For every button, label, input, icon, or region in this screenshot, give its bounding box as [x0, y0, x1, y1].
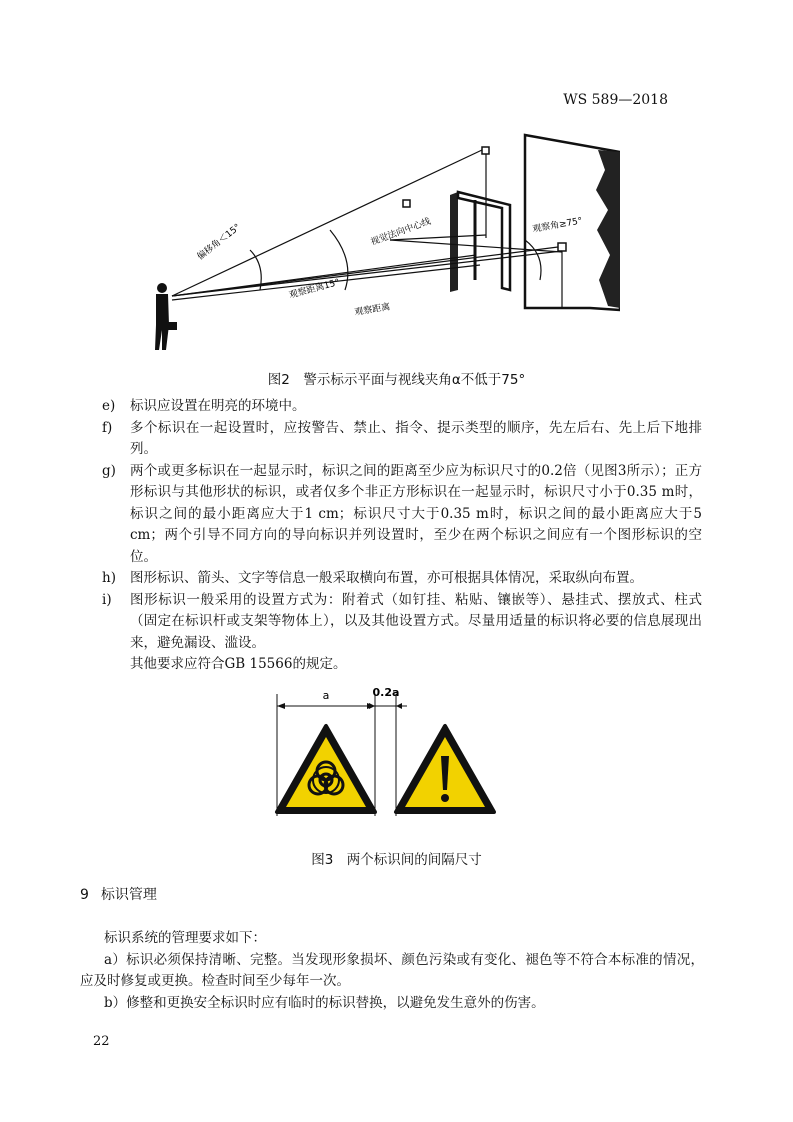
figure3-diagram	[260, 676, 500, 826]
figure3-caption: 图3 两个标识间的间隔尺寸	[311, 852, 482, 868]
door-frame-left	[450, 192, 458, 292]
observer-figure	[155, 283, 177, 350]
figure2-diagram	[150, 130, 620, 355]
list-item: e) 标识应设置在明亮的环境中。	[102, 398, 306, 414]
standard-id: WS 589—2018	[563, 92, 668, 108]
angle-arc-right	[525, 240, 541, 280]
sign-top	[482, 147, 489, 154]
wall-shading	[596, 150, 620, 308]
warning-sign-icon	[396, 726, 494, 812]
door-frame	[458, 192, 510, 290]
requirements-list	[102, 396, 702, 676]
label-view-angle: 观察角≥75°	[531, 216, 584, 235]
list-item: g) 两个或更多标识在一起显示时，标识之间的距离至少应为标识尺寸的0.2倍（见图3所示）；正方形标识与其他形状的标识，或者仅多个非正方形标识在一起显示时，标识尺寸小于0.35 m时，标识之间的最小距离应大于1 cm；标识尺寸大于0.35 m时，标识之间的最小距离应大于5 cm；两个引导不同方向的导向标识并列设置时，至少在两个标识之间应有一个图形标识的空位。	[102, 462, 702, 565]
biohazard-sign-icon	[277, 726, 375, 812]
label-gap: 0.2a	[372, 686, 400, 699]
section-heading: 9 标识管理	[80, 887, 157, 903]
label-offset-angle: 偏移角＜15°	[195, 222, 243, 263]
section-item-a: a）标识必须保持清晰、完整。当发现形象损坏、颜色污染或有变化、褪色等不符合本标准的情况，应及时修复或更换。检查时间至少每年一次。	[80, 952, 704, 989]
list-item: i) 图形标识一般采用的设置方式为：附着式（如钉挂、粘贴、镶嵌等）、悬挂式、摆放式、柱式（固定在标识杆或支架等物体上），以及其他设置方式。尽量用适量的标识将必要的信息展现出来，避免漏设、滥设。	[102, 591, 702, 651]
list-item: h) 图形标识、箭头、文字等信息一般采取横向布置，亦可根据具体情况，采取纵向布置。	[102, 570, 643, 586]
label-a: a	[322, 689, 330, 702]
section-item-b: b）修整和更换安全标识时应有临时的标识替换，以避免发生意外的伤害。	[104, 995, 545, 1011]
list-note: 其他要求应符合GB 15566的规定。	[130, 656, 347, 672]
sign-middle	[403, 200, 410, 207]
list-item: f) 多个标识在一起设置时，应按警告、禁止、指令、提示类型的顺序，先左后右、先上后下地排列。	[102, 419, 702, 457]
figure2-caption: 图2 警示标示平面与视线夹角α不低于75°	[267, 372, 526, 388]
section-intro: 标识系统的管理要求如下：	[104, 930, 266, 946]
label-view-distance-15: 观察距离15°	[288, 277, 341, 301]
label-view-distance: 观察距离	[353, 302, 392, 318]
label-center-line: 视觉法向中心线	[369, 216, 433, 248]
sign-right	[558, 243, 566, 251]
page-number: 22	[93, 1034, 110, 1049]
